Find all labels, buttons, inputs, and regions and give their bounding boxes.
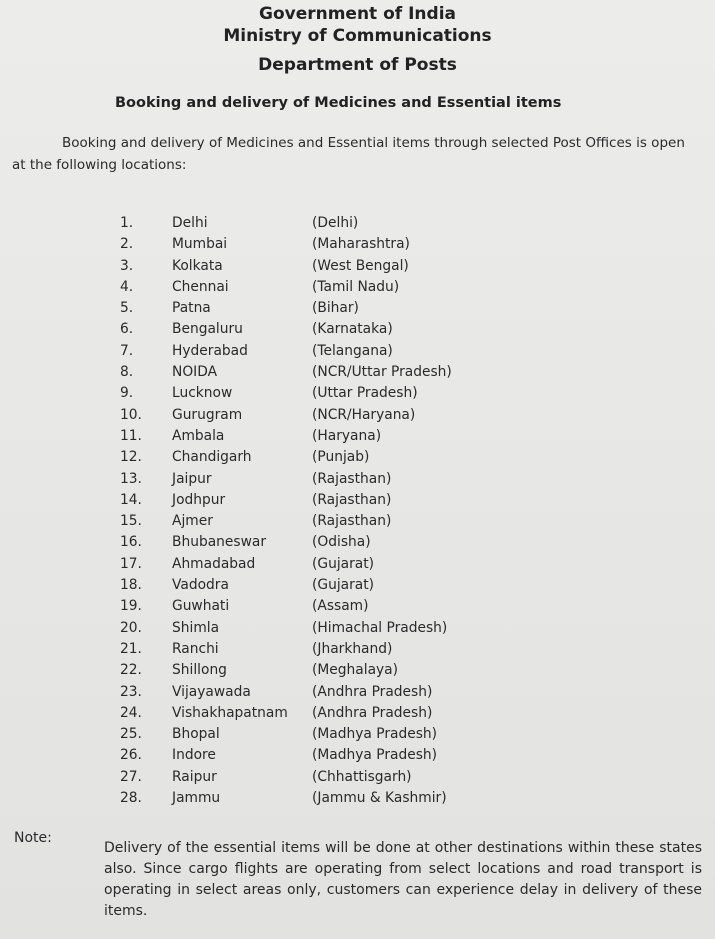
location-number: 6. — [120, 321, 134, 338]
list-item — [120, 213, 580, 234]
location-number: 7. — [120, 342, 134, 359]
location-number: 16. — [120, 534, 142, 551]
location-city: Ranchi — [172, 640, 219, 657]
note-text: Delivery of the essential items will be done at other destinations within these states also. Since cargo flights are operating from select locations and road transport is operating in select areas only, customers can experience delay in delivery of these items. — [104, 840, 702, 919]
list-item — [120, 660, 580, 681]
location-number: 10. — [120, 406, 142, 423]
location-state: (Karnataka) — [312, 321, 393, 338]
location-city: Shillong — [172, 662, 227, 679]
list-item — [120, 277, 580, 298]
location-state: (Gujarat) — [312, 555, 375, 572]
list-item — [120, 405, 580, 426]
location-number: 1. — [120, 215, 134, 231]
location-number: 17. — [120, 555, 142, 572]
location-city: Shimla — [172, 619, 220, 636]
location-state: (Uttar Pradesh) — [312, 385, 418, 402]
location-city: Vadodra — [172, 577, 229, 594]
location-city: Kolkata — [172, 257, 223, 274]
header-department: Department of Posts — [258, 55, 457, 75]
location-state: (Gujarat) — [312, 577, 375, 594]
location-city: Mumbai — [172, 236, 228, 253]
list-item — [120, 319, 580, 340]
location-number: 8. — [120, 364, 134, 381]
location-number: 14. — [120, 491, 142, 508]
intro-paragraph: Booking and delivery of Medicines and Essential items through selected Post Offices is open at the following locations: — [12, 135, 685, 173]
location-state: (Delhi) — [312, 215, 359, 231]
location-number: 4. — [120, 278, 134, 295]
location-city: Jammu — [172, 790, 221, 807]
location-number: 2. — [120, 236, 134, 253]
location-number: 24. — [120, 704, 142, 721]
location-city: Ambala — [172, 427, 225, 444]
location-state: (Assam) — [312, 598, 369, 615]
list-item — [120, 703, 580, 724]
location-city: Raipur — [172, 768, 217, 785]
location-number: 28. — [120, 790, 142, 807]
list-item — [120, 554, 580, 575]
list-item — [120, 298, 580, 319]
location-state: (Maharashtra) — [312, 236, 410, 253]
location-city: Ahmadabad — [172, 555, 256, 572]
location-state: (NCR/Haryana) — [312, 406, 416, 423]
location-state: (Haryana) — [312, 427, 382, 444]
list-item — [120, 596, 580, 617]
list-item — [120, 490, 580, 511]
location-city: Chennai — [172, 278, 229, 295]
location-state: (Meghalaya) — [312, 662, 399, 679]
header-ministry: Ministry of Communications — [223, 26, 492, 46]
location-city: Gurugram — [172, 406, 243, 423]
location-state: (West Bengal) — [312, 257, 409, 274]
list-item — [120, 447, 580, 468]
location-state: (Jammu & Kashmir) — [312, 790, 447, 807]
list-item — [120, 362, 580, 383]
location-city: Ajmer — [172, 513, 213, 530]
location-city: Vijayawada — [172, 683, 251, 700]
location-state: (Rajasthan) — [312, 470, 392, 487]
location-number: 11. — [120, 427, 142, 444]
location-city: Chandigarh — [172, 449, 252, 466]
location-number: 26. — [120, 747, 142, 764]
location-city: Delhi — [172, 215, 208, 231]
location-state: (Odisha) — [312, 534, 371, 551]
list-item — [120, 788, 580, 809]
location-number: 15. — [120, 513, 142, 530]
header-government: Government of India — [258, 4, 456, 24]
location-number: 5. — [120, 300, 134, 317]
location-state: (Madhya Pradesh) — [312, 747, 438, 764]
location-state: (Jharkhand) — [312, 640, 393, 657]
list-item — [120, 383, 580, 404]
location-city: Jodhpur — [172, 491, 226, 508]
location-city: Bhopal — [172, 726, 220, 743]
location-city: Bengaluru — [172, 321, 243, 338]
location-list — [120, 213, 580, 809]
location-city: Patna — [172, 300, 211, 317]
location-state: (Bihar) — [312, 300, 359, 317]
location-city: Bhubaneswar — [172, 534, 266, 551]
location-number: 3. — [120, 257, 134, 274]
location-state: (Punjab) — [312, 449, 370, 466]
location-state: (Andhra Pradesh) — [312, 683, 433, 700]
location-number: 12. — [120, 449, 142, 466]
list-item — [120, 724, 580, 745]
list-item — [120, 618, 580, 639]
list-item — [120, 469, 580, 490]
location-city: Jaipur — [172, 470, 212, 487]
list-item — [120, 745, 580, 766]
location-number: 13. — [120, 470, 142, 487]
location-city: Vishakhapatnam — [172, 704, 288, 721]
list-item — [120, 639, 580, 660]
location-number: 25. — [120, 726, 142, 743]
location-state: (Rajasthan) — [312, 513, 392, 530]
list-item — [120, 767, 580, 788]
list-item — [120, 256, 580, 277]
list-item — [120, 234, 580, 255]
list-item — [120, 575, 580, 596]
location-number: 20. — [120, 619, 142, 636]
subject-heading: Booking and delivery of Medicines and Essential items — [115, 95, 562, 111]
list-item — [120, 532, 580, 553]
note-label: Note: — [14, 830, 52, 846]
list-item — [120, 682, 580, 703]
location-city: Indore — [172, 747, 216, 764]
location-city: Hyderabad — [172, 342, 248, 359]
location-number: 27. — [120, 768, 142, 785]
location-number: 21. — [120, 640, 142, 657]
list-item — [120, 341, 580, 362]
list-item — [120, 426, 580, 447]
location-city: Lucknow — [172, 385, 233, 402]
location-city: Guwhati — [172, 598, 230, 615]
location-number: 9. — [120, 385, 134, 402]
list-item — [120, 511, 580, 532]
location-state: (Andhra Pradesh) — [312, 704, 433, 721]
location-city: NOIDA — [172, 364, 218, 381]
location-state: (Telangana) — [312, 342, 393, 359]
location-number: 23. — [120, 683, 142, 700]
location-number: 19. — [120, 598, 142, 615]
location-state: (Chhattisgarh) — [312, 768, 412, 785]
location-state: (NCR/Uttar Pradesh) — [312, 364, 452, 381]
location-number: 22. — [120, 662, 142, 679]
location-state: (Himachal Pradesh) — [312, 619, 448, 636]
location-number: 18. — [120, 577, 142, 594]
location-state: (Rajasthan) — [312, 491, 392, 508]
location-state: (Madhya Pradesh) — [312, 726, 438, 743]
location-state: (Tamil Nadu) — [312, 278, 400, 295]
